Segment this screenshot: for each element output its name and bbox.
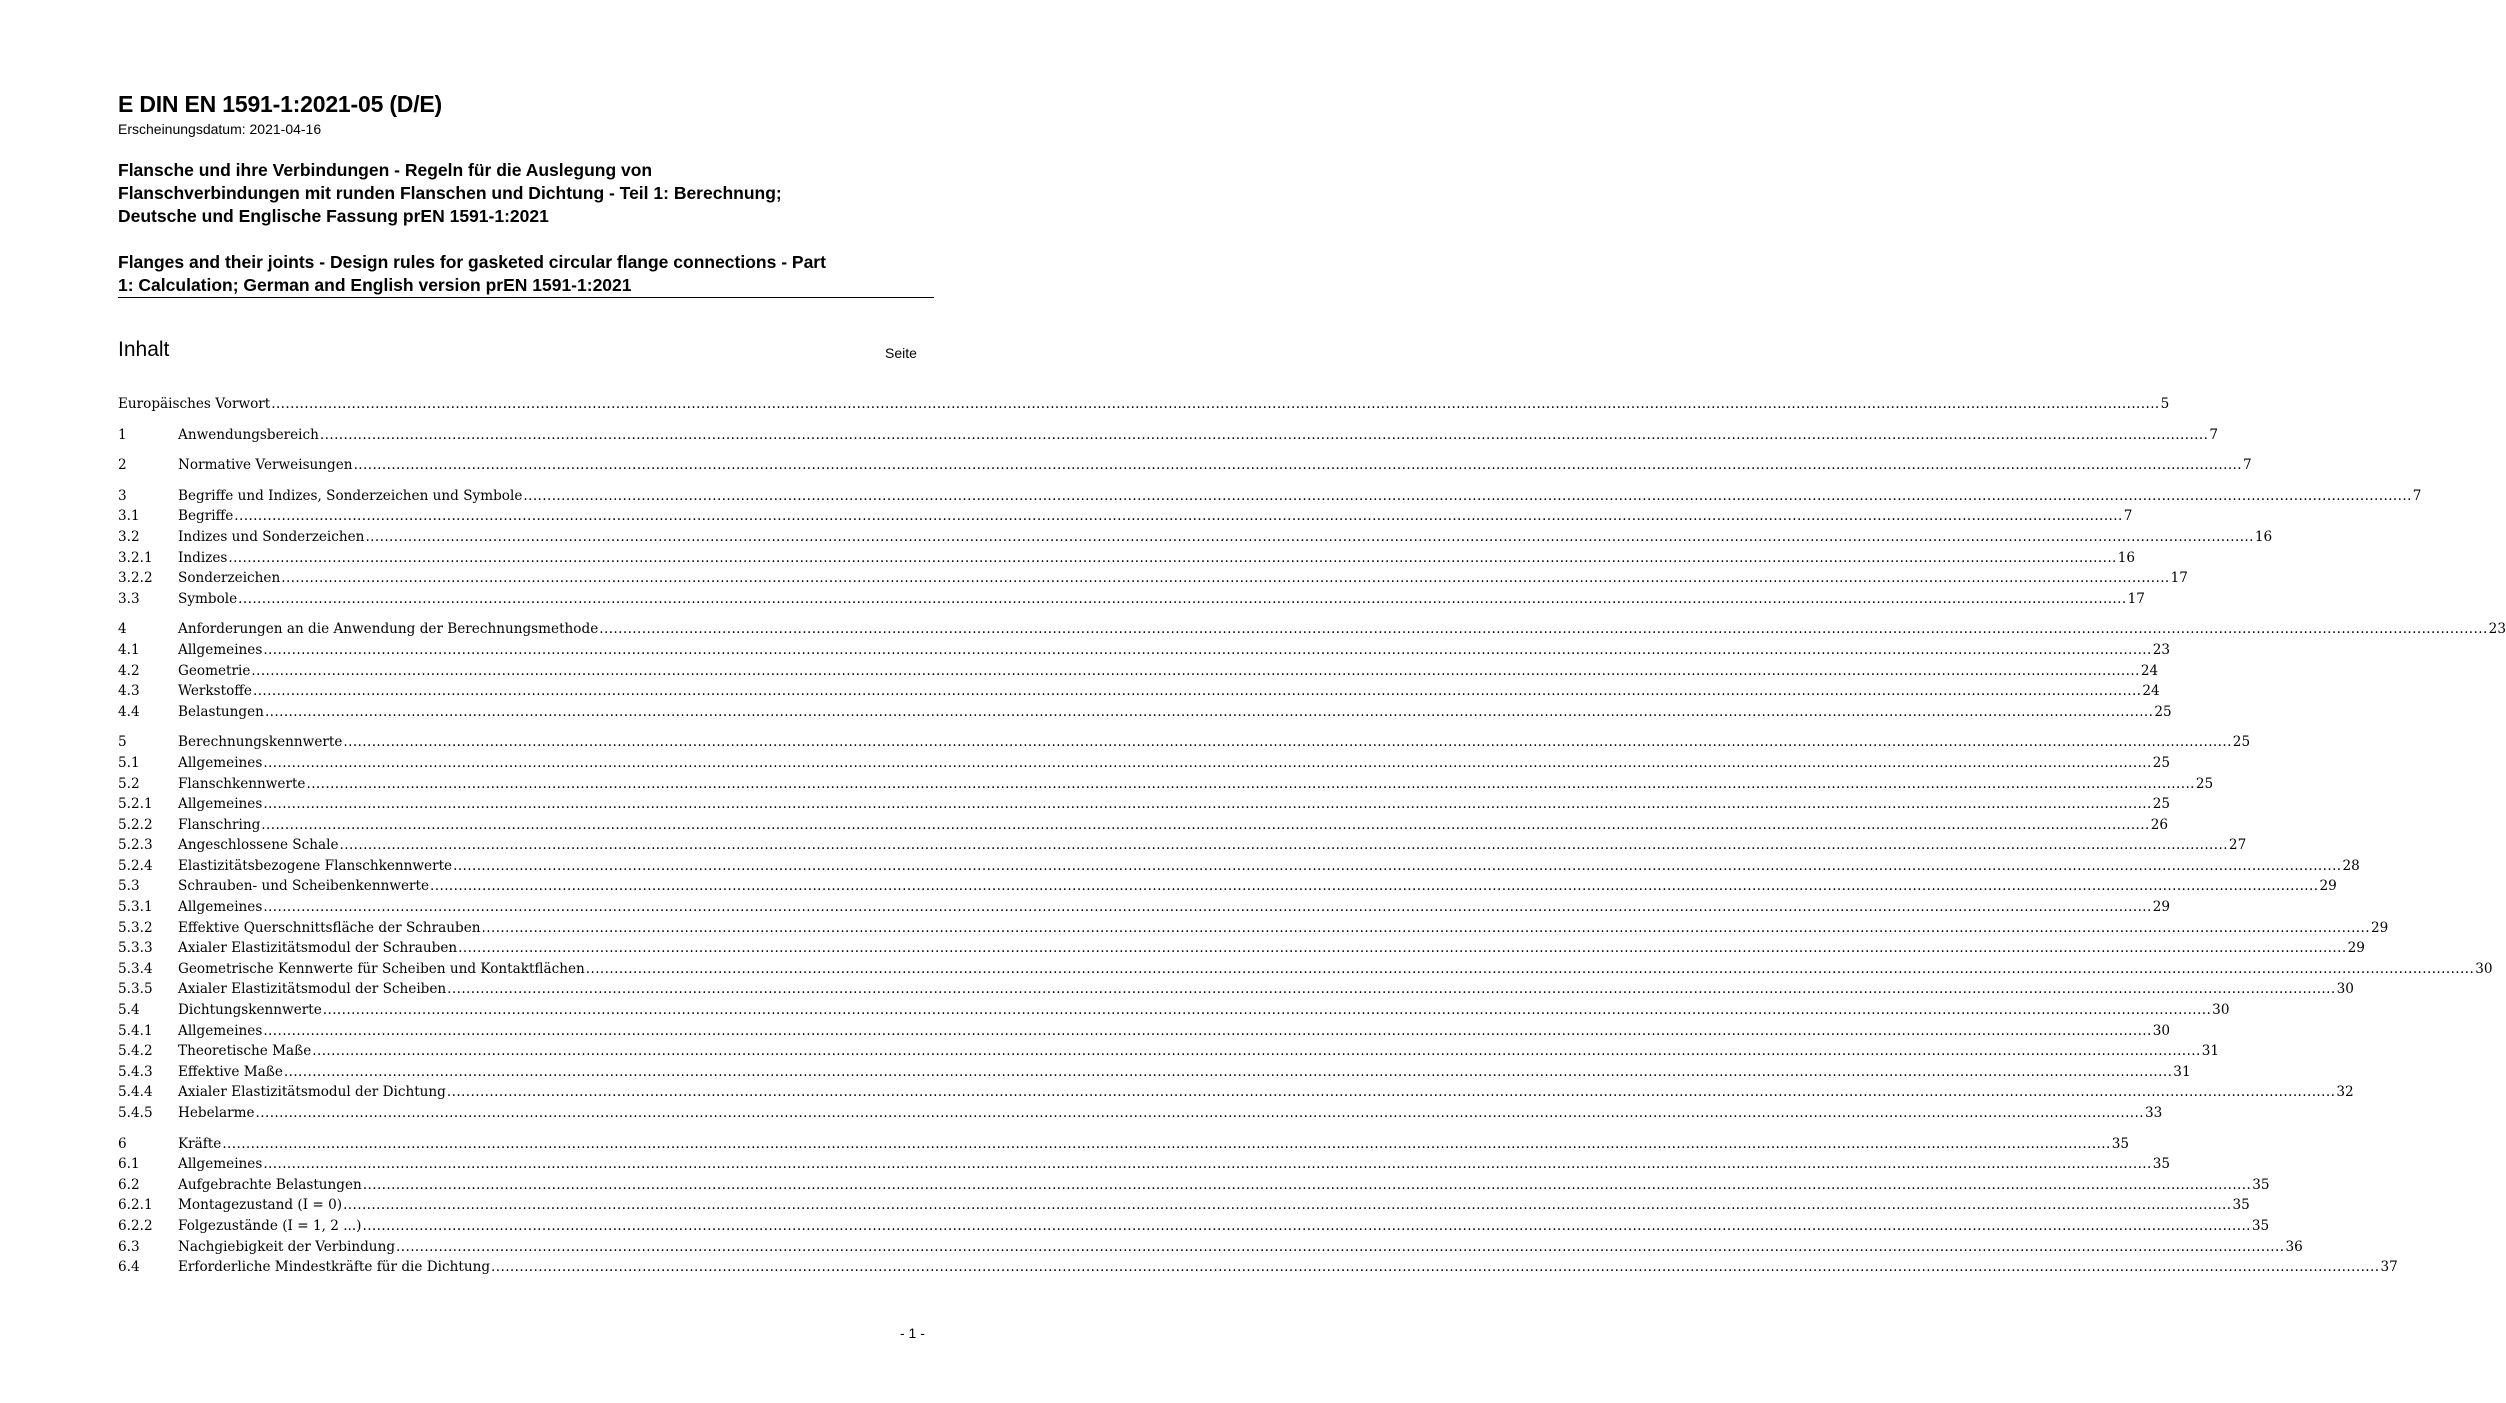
- toc-page-column-label: Seite: [885, 345, 917, 361]
- toc-dot-leader: ................................................................................................................................................................................................................................................................................................................................................................................................................: [263, 1156, 2152, 1173]
- toc-dot-leader: ................................................................................................................................................................................................................................................................................................................................................................................................................: [453, 857, 2342, 874]
- toc-dot-leader: ................................................................................................................................................................................................................................................................................................................................................................................................................: [430, 878, 2319, 895]
- toc-entry-title: Geometrie: [178, 662, 251, 679]
- toc-entry-number: 4: [118, 621, 127, 638]
- toc-entry-body: [178, 1154, 2171, 1175]
- toc-entry-page: 24: [2142, 683, 2160, 700]
- toc-entry[interactable]: [118, 702, 2172, 723]
- toc-entry-number: 5.4.3: [118, 1063, 153, 1080]
- toc-entry[interactable]: [118, 1082, 2354, 1103]
- toc-entry-number: 1: [118, 426, 127, 443]
- toc-entry-title: Angeschlossene Schale: [178, 837, 339, 854]
- toc-entry-number: 5.4.5: [118, 1105, 153, 1121]
- toc-dot-leader: ................................................................................................................................................................................................................................................................................................................................................................................................................: [306, 775, 2195, 792]
- title-english-line: Flanges and their joints - Design rules for gasketed circular flange connections - Part: [118, 252, 826, 272]
- toc-entry[interactable]: [118, 959, 2493, 980]
- toc-dot-leader: ................................................................................................................................................................................................................................................................................................................................................................................................................: [362, 1217, 2251, 1234]
- toc-entry-title: Berechnungskennwerte: [178, 734, 343, 751]
- toc-entry[interactable]: [118, 1195, 2250, 1216]
- toc-entry-title: Anwendungsbereich: [178, 426, 319, 443]
- toc-entry-number: 3: [118, 487, 127, 504]
- toc-entry-title: Flanschring: [178, 816, 261, 833]
- toc-entry[interactable]: [118, 506, 2133, 527]
- toc-dot-leader: ................................................................................................................................................................................................................................................................................................................................................................................................................: [234, 508, 2123, 525]
- toc-entry-title: Nachgiebigkeit der Verbindung: [178, 1238, 396, 1255]
- toc-entry[interactable]: [118, 661, 2159, 682]
- toc-entry-body: [178, 732, 2251, 753]
- toc-entry[interactable]: [118, 1021, 2171, 1042]
- toc-entry-body: [118, 394, 2170, 415]
- toc-entry-number: 5.3.4: [118, 960, 153, 977]
- title-divider: [118, 297, 934, 298]
- toc-entry-title: Axialer Elastizitätsmodul der Schrauben: [178, 940, 458, 957]
- toc-entry-body: [178, 815, 2169, 836]
- toc-entry-page: 32: [2336, 1084, 2354, 1101]
- toc-entry-number: 6.1: [118, 1156, 140, 1173]
- title-german: [118, 159, 938, 228]
- toc-entry-title: Geometrische Kennwerte für Scheiben und Kontaktflächen: [178, 960, 585, 977]
- toc-entry-title: Allgemeines: [178, 754, 263, 771]
- toc-entry-title: Anforderungen an die Anwendung der Berechnungsmethode: [178, 621, 599, 638]
- toc-entry-body: [178, 1041, 2219, 1062]
- toc-dot-leader: ................................................................................................................................................................................................................................................................................................................................................................................................................: [251, 662, 2140, 679]
- toc-entry-title: Indizes und Sonderzeichen: [178, 528, 365, 545]
- toc-entry[interactable]: [118, 835, 2247, 856]
- toc-entry-title: Indizes: [178, 549, 228, 566]
- toc-entry-number: 3.2.2: [118, 570, 153, 587]
- toc-entry[interactable]: [118, 897, 2171, 918]
- toc-dot-leader: ................................................................................................................................................................................................................................................................................................................................................................................................................: [255, 1105, 2144, 1121]
- toc-entry-page: 17: [2170, 570, 2188, 587]
- toc-dot-leader: ................................................................................................................................................................................................................................................................................................................................................................................................................: [446, 1084, 2336, 1101]
- toc-entry[interactable]: [118, 794, 2171, 815]
- toc-entry[interactable]: [118, 1134, 2130, 1155]
- toc-entry-number: 4.3: [118, 683, 140, 700]
- toc-entry-page: 17: [2127, 590, 2145, 607]
- toc-entry-number: 5.4.1: [118, 1022, 153, 1039]
- toc-entry-title: Dichtungskennwerte: [178, 1002, 322, 1019]
- toc-entry[interactable]: [118, 394, 2170, 415]
- footer-page-number: - 1 -: [900, 1325, 925, 1341]
- toc-dot-leader: ................................................................................................................................................................................................................................................................................................................................................................................................................: [339, 837, 2228, 854]
- toc-entry-page: 30: [2336, 981, 2354, 998]
- toc-entry-body: [178, 918, 2389, 939]
- toc-entry[interactable]: [118, 938, 2365, 959]
- toc-dot-leader: ................................................................................................................................................................................................................................................................................................................................................................................................................: [365, 528, 2254, 545]
- toc-entry-number: 4.1: [118, 641, 140, 658]
- toc-entry-page: 25: [2232, 734, 2251, 751]
- toc-dot-leader: ................................................................................................................................................................................................................................................................................................................................................................................................................: [319, 426, 2209, 443]
- toc-entry-page: 5: [2160, 396, 2170, 412]
- toc-entry-body: [178, 1000, 2230, 1021]
- toc-entry-title: Axialer Elastizitätsmodul der Scheiben: [178, 981, 447, 998]
- title-german-line: Deutsche und Englische Fassung prEN 1591-1:2021: [118, 206, 549, 226]
- toc-entry[interactable]: [118, 1237, 2303, 1258]
- toc-entry-page: 35: [2232, 1197, 2250, 1214]
- toc-entry-page: 24: [2140, 662, 2159, 679]
- toc-entry-title: Begriffe: [178, 508, 234, 525]
- toc-entry[interactable]: [118, 455, 2252, 476]
- toc-entry-page: 29: [2370, 919, 2389, 936]
- toc-entry-page: 30: [2475, 960, 2493, 977]
- document-id: E DIN EN 1591-1:2021-05 (D/E): [118, 91, 443, 117]
- toc-entry[interactable]: [118, 1257, 2398, 1278]
- toc-entry-title: Theoretische Maße: [178, 1043, 312, 1060]
- toc-dot-leader: ................................................................................................................................................................................................................................................................................................................................................................................................................: [263, 796, 2152, 813]
- toc-entry-page: 23: [2488, 621, 2506, 638]
- toc-entry-title: Allgemeines: [178, 1156, 263, 1173]
- toc-entry[interactable]: [118, 815, 2169, 836]
- toc-entry-number: 5.3.1: [118, 899, 153, 916]
- toc-entry-title: Europäisches Vorwort: [118, 396, 271, 412]
- toc-entry-body: [178, 1175, 2270, 1196]
- toc-entry-number: 5.4.2: [118, 1043, 153, 1060]
- toc-entry-page: 7: [2209, 426, 2218, 443]
- toc-entry-title: Symbole: [178, 590, 238, 607]
- toc-entry-body: [178, 1021, 2171, 1042]
- toc-entry-number: 5.2: [118, 775, 140, 792]
- toc-dot-leader: ................................................................................................................................................................................................................................................................................................................................................................................................................: [222, 1135, 2111, 1152]
- toc-entry-body: [178, 527, 2273, 548]
- toc-entry-page: 33: [2144, 1105, 2163, 1121]
- toc-entry-number: 4.4: [118, 703, 140, 720]
- toc-dot-leader: ................................................................................................................................................................................................................................................................................................................................................................................................................: [491, 1259, 2380, 1276]
- toc-entry-number: 5.2.1: [118, 796, 153, 813]
- toc-entry-page: 28: [2342, 857, 2360, 874]
- toc-entry-title: Schrauben- und Scheibenkennwerte: [178, 878, 430, 895]
- toc-dot-leader: ................................................................................................................................................................................................................................................................................................................................................................................................................: [261, 816, 2150, 833]
- toc-entry-number: 5.4.4: [118, 1084, 153, 1101]
- toc-entry-page: 26: [2150, 816, 2169, 833]
- toc-entry-title: Allgemeines: [178, 796, 263, 813]
- toc-entry-page: 7: [2242, 457, 2252, 474]
- toc-entry-number: 5.2.3: [118, 837, 153, 854]
- toc-dot-leader: ................................................................................................................................................................................................................................................................................................................................................................................................................: [263, 1022, 2152, 1039]
- toc-dot-leader: ................................................................................................................................................................................................................................................................................................................................................................................................................: [585, 960, 2475, 977]
- toc-dot-leader: ................................................................................................................................................................................................................................................................................................................................................................................................................: [362, 1176, 2252, 1193]
- toc-entry-body: [178, 506, 2133, 527]
- toc-entry-title: Sonderzeichen: [178, 570, 281, 587]
- publication-date: Erscheinungsdatum: 2021-04-16: [118, 121, 322, 137]
- toc-dot-leader: ................................................................................................................................................................................................................................................................................................................................................................................................................: [263, 641, 2152, 658]
- toc-entry-title: Folgezustände (I = 1, 2 ...): [178, 1217, 362, 1234]
- toc-entry[interactable]: [118, 856, 2360, 877]
- toc-entry[interactable]: [118, 918, 2389, 939]
- toc-entry-page: 25: [2152, 754, 2171, 771]
- toc-entry-title: Axialer Elastizitätsmodul der Dichtung: [178, 1084, 446, 1101]
- toc-entry[interactable]: [118, 753, 2171, 774]
- toc-entry-title: Belastungen: [178, 703, 264, 720]
- toc-entry[interactable]: [118, 1154, 2171, 1175]
- toc-entry-number: 4.2: [118, 662, 140, 679]
- toc-entry[interactable]: [118, 979, 2354, 1000]
- toc-entry-body: [178, 1082, 2354, 1103]
- toc-entry[interactable]: [118, 774, 2214, 795]
- toc-entry-page: 25: [2195, 775, 2214, 792]
- toc-entry-title: Kräfte: [178, 1135, 222, 1152]
- toc-entry-number: 3.2: [118, 528, 140, 545]
- toc-entry-number: 6: [118, 1135, 127, 1152]
- toc-dot-leader: ................................................................................................................................................................................................................................................................................................................................................................................................................: [283, 1063, 2173, 1080]
- toc-entry-page: 25: [2154, 703, 2172, 720]
- toc-entry-number: 5.2.4: [118, 857, 153, 874]
- toc-entry-number: 6.3: [118, 1238, 140, 1255]
- toc-dot-leader: ................................................................................................................................................................................................................................................................................................................................................................................................................: [481, 919, 2370, 936]
- toc-entry-number: 6.2.1: [118, 1197, 153, 1214]
- toc-dot-leader: ................................................................................................................................................................................................................................................................................................................................................................................................................: [523, 487, 2412, 504]
- toc-entry-title: Erforderliche Mindestkräfte für die Dichtung: [178, 1259, 491, 1276]
- toc-entry[interactable]: [118, 619, 2506, 640]
- toc-entry-title: Allgemeines: [178, 641, 263, 658]
- title-german-line: Flanschverbindungen mit runden Flanschen und Dichtung - Teil 1: Berechnung;: [118, 183, 782, 203]
- toc-entry-number: 5.3.3: [118, 940, 153, 957]
- toc-entry-page: 29: [2152, 899, 2171, 916]
- toc-entry-body: [178, 753, 2171, 774]
- toc-entry-body: [178, 794, 2171, 815]
- toc-entry-body: [178, 1103, 2163, 1124]
- toc-entry-number: 5: [118, 734, 127, 751]
- toc-entry-page: 35: [2252, 1176, 2270, 1193]
- toc-entry-body: [178, 1257, 2398, 1278]
- toc-entry-page: 30: [2152, 1022, 2171, 1039]
- toc-entry-number: 2: [118, 457, 127, 474]
- toc-dot-leader: ................................................................................................................................................................................................................................................................................................................................................................................................................: [264, 703, 2154, 720]
- toc-entry-number: 5.1: [118, 754, 140, 771]
- toc-entry-body: [178, 486, 2422, 507]
- toc-heading: Inhalt: [118, 338, 170, 361]
- toc-entry-body: [178, 661, 2159, 682]
- toc-entry[interactable]: [118, 568, 2188, 589]
- toc-dot-leader: ................................................................................................................................................................................................................................................................................................................................................................................................................: [343, 1197, 2232, 1214]
- toc-entry-title: Elastizitätsbezogene Flanschkennwerte: [178, 857, 453, 874]
- toc-entry-body: [178, 640, 2171, 661]
- toc-dot-leader: ................................................................................................................................................................................................................................................................................................................................................................................................................: [322, 1002, 2212, 1019]
- toc-entry-body: [178, 1237, 2303, 1258]
- toc-entry-page: 36: [2285, 1238, 2303, 1255]
- toc-entry-page: 27: [2228, 837, 2247, 854]
- toc-entry-body: [178, 774, 2214, 795]
- toc-entry-title: Montagezustand (I = 0): [178, 1197, 343, 1214]
- toc-entry-title: Aufgebrachte Belastungen: [178, 1176, 362, 1193]
- toc-entry[interactable]: [118, 1062, 2191, 1083]
- toc-entry-body: [178, 959, 2493, 980]
- toc-entry[interactable]: [118, 486, 2422, 507]
- toc-dot-leader: ................................................................................................................................................................................................................................................................................................................................................................................................................: [396, 1238, 2285, 1255]
- toc-entry-number: 3.1: [118, 508, 140, 525]
- toc-entry[interactable]: [118, 527, 2273, 548]
- toc-dot-leader: ................................................................................................................................................................................................................................................................................................................................................................................................................: [271, 396, 2160, 412]
- toc-entry-title: Allgemeines: [178, 899, 263, 916]
- toc-entry-body: [178, 856, 2360, 877]
- toc-dot-leader: ................................................................................................................................................................................................................................................................................................................................................................................................................: [238, 590, 2127, 607]
- toc-entry[interactable]: [118, 1000, 2230, 1021]
- toc-entry[interactable]: [118, 1175, 2270, 1196]
- toc-dot-leader: ................................................................................................................................................................................................................................................................................................................................................................................................................: [353, 457, 2242, 474]
- toc-entry-title: Effektive Maße: [178, 1063, 283, 1080]
- toc-entry[interactable]: [118, 425, 2218, 446]
- toc-entry-body: [178, 681, 2160, 702]
- toc-entry-body: [178, 589, 2145, 610]
- toc-entry-page: 7: [2412, 487, 2422, 504]
- toc-entry-body: [178, 897, 2171, 918]
- toc-entry-title: Normative Verweisungen: [178, 457, 353, 474]
- toc-entry-title: Hebelarme: [178, 1105, 255, 1121]
- toc-entry-body: [178, 979, 2354, 1000]
- toc-dot-leader: ................................................................................................................................................................................................................................................................................................................................................................................................................: [263, 899, 2152, 916]
- toc-entry-title: Begriffe und Indizes, Sonderzeichen und Symbole: [178, 487, 523, 504]
- toc-entry-number: 5.2.2: [118, 816, 153, 833]
- toc-entry-page: 16: [2254, 528, 2273, 545]
- toc-entry[interactable]: [118, 589, 2145, 610]
- toc-dot-leader: ................................................................................................................................................................................................................................................................................................................................................................................................................: [599, 621, 2488, 638]
- toc-entry-body: [178, 619, 2506, 640]
- toc-entry-body: [178, 548, 2136, 569]
- toc-entry-body: [178, 568, 2188, 589]
- toc-entry-body: [178, 1216, 2270, 1237]
- toc-entry[interactable]: [118, 1041, 2219, 1062]
- toc-entry-body: [178, 455, 2252, 476]
- toc-entry-body: [178, 876, 2337, 897]
- toc-entry-page: 35: [2251, 1217, 2270, 1234]
- toc-entry-body: [178, 835, 2247, 856]
- toc-dot-leader: ................................................................................................................................................................................................................................................................................................................................................................................................................: [447, 981, 2336, 998]
- toc-dot-leader: ................................................................................................................................................................................................................................................................................................................................................................................................................: [281, 570, 2170, 587]
- toc-entry-body: [178, 425, 2218, 446]
- toc-entry-page: 35: [2152, 1156, 2171, 1173]
- toc-entry-title: Allgemeines: [178, 1022, 263, 1039]
- toc-entry-body: [178, 702, 2172, 723]
- toc-dot-leader: ................................................................................................................................................................................................................................................................................................................................................................................................................: [343, 734, 2232, 751]
- toc-entry[interactable]: [118, 640, 2171, 661]
- title-english: [118, 251, 938, 297]
- toc-entry-page: 29: [2347, 940, 2365, 957]
- toc-entry-number: 5.3.2: [118, 919, 153, 936]
- toc-entry[interactable]: [118, 876, 2337, 897]
- toc-entry-number: 3.3: [118, 590, 140, 607]
- toc-entry-page: 29: [2319, 878, 2337, 895]
- toc-entry-title: Werkstoffe: [178, 683, 252, 700]
- toc-entry-number: 6.4: [118, 1259, 140, 1276]
- toc-entry-page: 31: [2201, 1043, 2219, 1060]
- toc-entry-page: 37: [2380, 1259, 2398, 1276]
- toc-entry[interactable]: [118, 681, 2160, 702]
- toc-entry-body: [178, 1134, 2130, 1155]
- toc-entry[interactable]: [118, 548, 2136, 569]
- toc-entry-number: 6.2.2: [118, 1217, 153, 1234]
- toc-entry-page: 30: [2212, 1002, 2230, 1019]
- toc-entry-number: 5.4: [118, 1002, 140, 1019]
- toc-entry-page: 16: [2117, 549, 2136, 566]
- toc-dot-leader: ................................................................................................................................................................................................................................................................................................................................................................................................................: [252, 683, 2142, 700]
- toc-dot-leader: ................................................................................................................................................................................................................................................................................................................................................................................................................: [312, 1043, 2201, 1060]
- toc-entry-page: 35: [2111, 1135, 2130, 1152]
- toc-entry[interactable]: [118, 732, 2251, 753]
- toc-entry-page: 31: [2173, 1063, 2191, 1080]
- toc-entry-body: [178, 1195, 2250, 1216]
- toc-entry-page: 23: [2152, 641, 2171, 658]
- toc-entry-title: Effektive Querschnittsfläche der Schrauben: [178, 919, 481, 936]
- toc-entry-body: [178, 938, 2365, 959]
- toc-entry-number: 6.2: [118, 1176, 140, 1193]
- toc-entry-number: 5.3.5: [118, 981, 153, 998]
- toc-entry-title: Flanschkennwerte: [178, 775, 306, 792]
- table-of-contents: [118, 394, 2506, 1278]
- toc-entry-number: 5.3: [118, 878, 140, 895]
- title-english-line: 1: Calculation; German and English version prEN 1591-1:2021: [118, 275, 632, 295]
- toc-entry-page: 25: [2152, 796, 2171, 813]
- toc-entry[interactable]: [118, 1216, 2270, 1237]
- toc-entry-number: 3.2.1: [118, 549, 153, 566]
- toc-entry[interactable]: [118, 1103, 2163, 1124]
- toc-entry-page: 7: [2123, 508, 2133, 525]
- toc-entry-body: [178, 1062, 2191, 1083]
- toc-dot-leader: ................................................................................................................................................................................................................................................................................................................................................................................................................: [458, 940, 2347, 957]
- title-german-line: Flansche und ihre Verbindungen - Regeln für die Auslegung von: [118, 160, 653, 180]
- toc-dot-leader: ................................................................................................................................................................................................................................................................................................................................................................................................................: [263, 754, 2152, 771]
- toc-dot-leader: ................................................................................................................................................................................................................................................................................................................................................................................................................: [228, 549, 2117, 566]
